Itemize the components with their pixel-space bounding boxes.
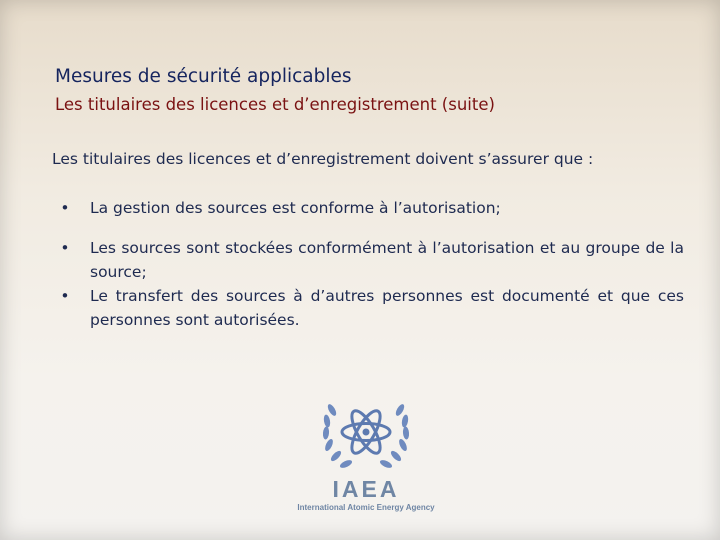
bullet-item (58, 236, 684, 284)
bullet-item (58, 196, 684, 220)
bullet-list (58, 196, 684, 332)
atom-olive-wreath-icon (318, 396, 414, 474)
bullet-dot-icon: • (60, 239, 70, 257)
bullet-dot-icon: • (60, 287, 70, 305)
slide-subtitle: Les titulaires des licences et d’enregistrement (suite) (55, 95, 495, 114)
bullet-text: Le transfert des sources à d’autres personnes est documenté et que ces personnes sont autorisées. (90, 287, 684, 329)
logo-full-name: International Atomic Energy Agency (297, 503, 435, 512)
logo-abbreviation: IAEA (332, 476, 400, 502)
bullet-text: Les sources sont stockées conformément à l’autorisation et au groupe de la source; (90, 239, 684, 281)
iaea-logo (288, 396, 444, 520)
bullet-item (58, 284, 684, 332)
slide-title: Mesures de sécurité applicables (55, 66, 352, 87)
bullet-dot-icon: • (60, 199, 70, 217)
bullet-text: La gestion des sources est conforme à l’autorisation; (90, 199, 501, 217)
intro-text: Les titulaires des licences et d’enregistrement doivent s’assurer que : (52, 150, 594, 168)
